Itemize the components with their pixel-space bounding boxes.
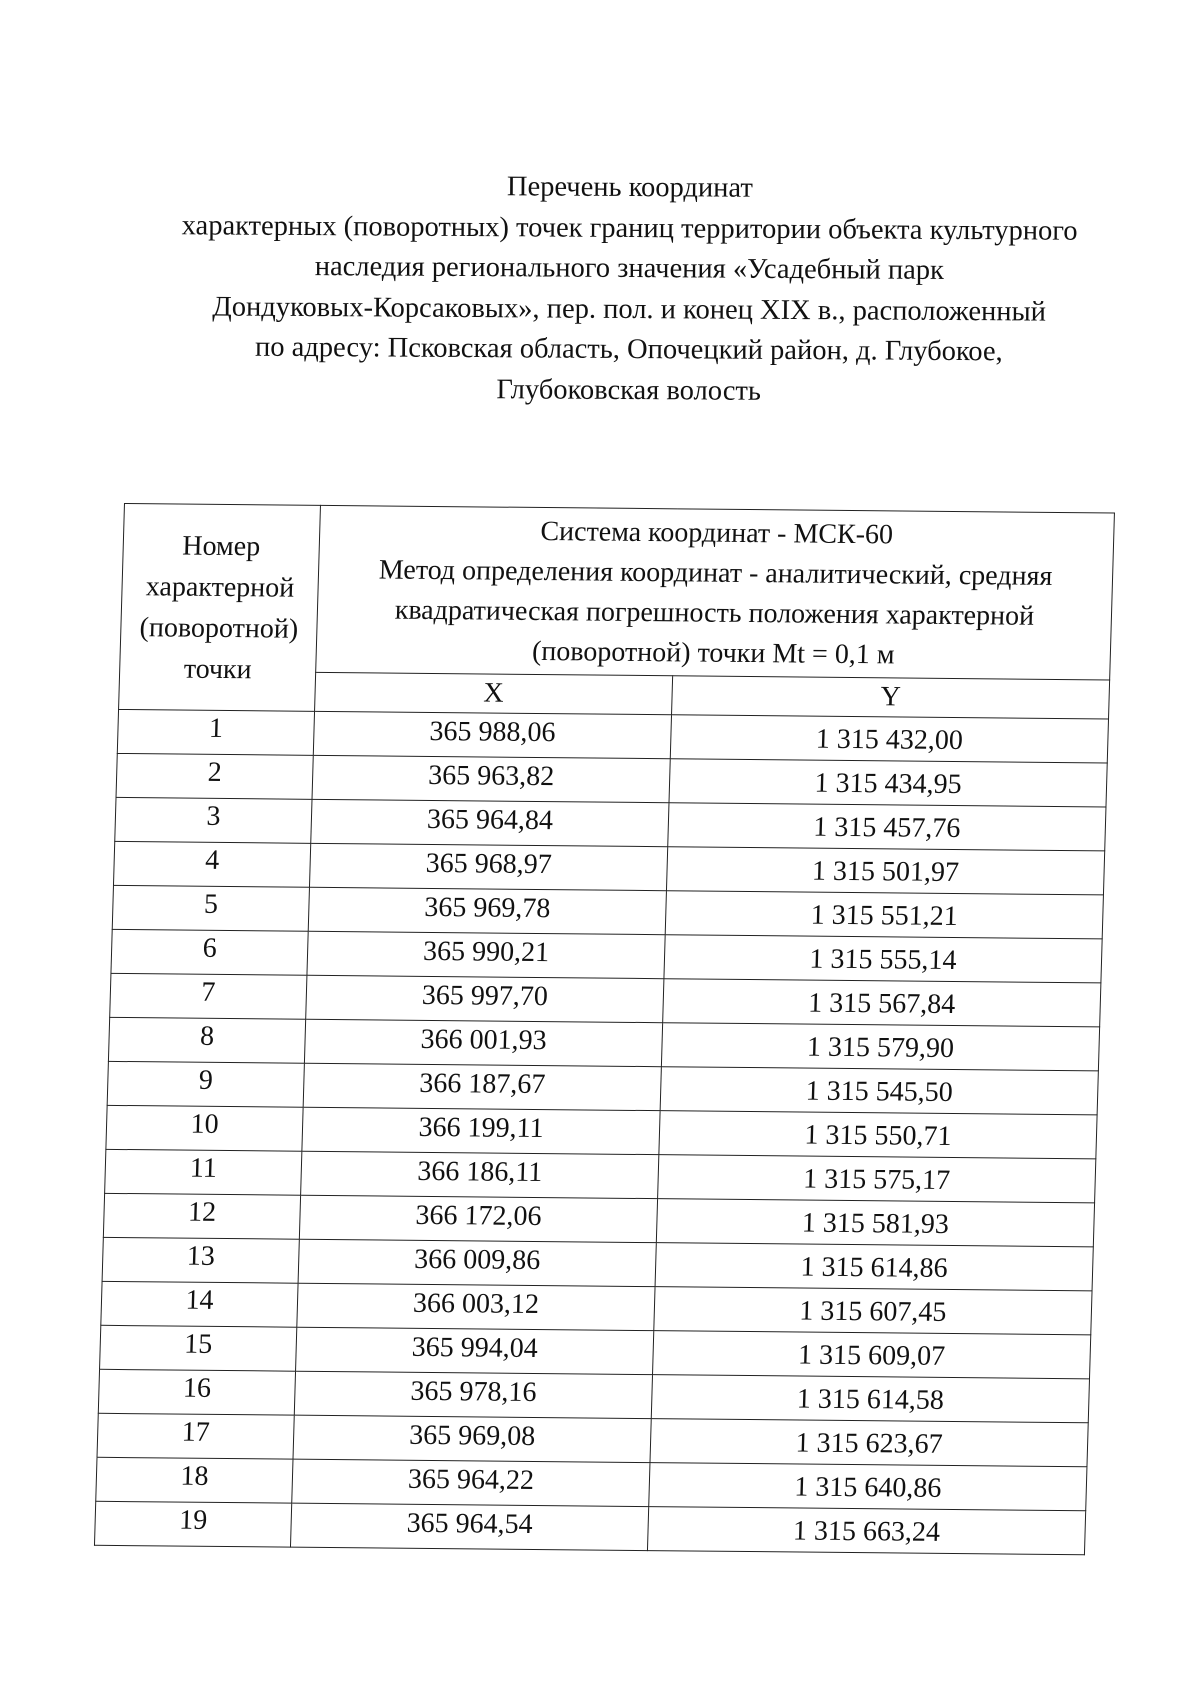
system-header-line: Метод определения координат - аналитический, средняя xyxy=(378,554,1053,592)
heading-line: Глубоковская волость xyxy=(496,373,761,407)
coordinates-table xyxy=(94,503,1115,1555)
y-coordinate-cell: 1 315 434,95 xyxy=(669,759,1107,807)
x-coordinate-cell: 365 988,06 xyxy=(313,711,671,758)
x-coordinate-cell: 365 964,54 xyxy=(290,1503,648,1550)
x-coordinate-cell: 365 978,16 xyxy=(294,1371,652,1418)
y-coordinate-cell: 1 315 640,86 xyxy=(649,1463,1087,1511)
y-coordinate-cell: 1 315 607,45 xyxy=(654,1287,1092,1335)
y-coordinate-cell: 1 315 575,17 xyxy=(658,1155,1096,1203)
x-coordinate-cell: 365 968,97 xyxy=(309,843,667,890)
x-coordinate-cell: 366 001,93 xyxy=(304,1019,662,1066)
y-coordinate-cell: 1 315 614,58 xyxy=(651,1375,1089,1423)
x-coordinate-cell: 366 172,06 xyxy=(299,1195,657,1242)
point-number-header xyxy=(119,504,321,712)
point-number-cell: 11 xyxy=(105,1149,302,1195)
point-header-line: характерной xyxy=(145,570,295,604)
coordinates-table-body xyxy=(94,709,1108,1554)
point-number-cell: 4 xyxy=(113,841,310,887)
point-number-cell: 10 xyxy=(106,1105,303,1151)
x-coordinate-cell: 365 964,84 xyxy=(311,799,669,846)
heading-line: наследия регионального значения «Усадебный парк xyxy=(314,251,945,286)
y-coordinate-cell: 1 315 551,21 xyxy=(665,891,1103,939)
point-number-cell: 16 xyxy=(98,1369,295,1415)
y-coordinate-cell: 1 315 457,76 xyxy=(668,803,1106,851)
x-coordinate-cell: 365 997,70 xyxy=(306,975,664,1022)
heading-line: Дондуковых-Корсаковых», пер. пол. и конец XIX в., расположенный xyxy=(212,290,1047,328)
point-number-cell: 19 xyxy=(94,1501,291,1547)
x-coordinate-cell: 366 003,12 xyxy=(297,1283,655,1330)
coordinate-system-header xyxy=(316,505,1115,680)
point-number-cell: 17 xyxy=(97,1413,294,1459)
system-header-line: квадратическая погрешность положения характерной xyxy=(394,594,1035,632)
point-number-cell: 6 xyxy=(111,929,308,975)
y-coordinate-cell: 1 315 609,07 xyxy=(653,1331,1091,1379)
point-header-line: (поворотной) xyxy=(139,611,299,645)
x-coordinate-cell: 366 186,11 xyxy=(301,1151,659,1198)
y-column-header: Y xyxy=(672,676,1110,719)
x-coordinate-cell: 365 963,82 xyxy=(312,755,670,802)
y-coordinate-cell: 1 315 567,84 xyxy=(663,979,1101,1027)
y-coordinate-cell: 1 315 555,14 xyxy=(664,935,1102,983)
y-coordinate-cell: 1 315 501,97 xyxy=(666,847,1104,895)
system-header-line: Система координат - МСК-60 xyxy=(540,516,894,551)
y-coordinate-cell: 1 315 614,86 xyxy=(655,1243,1093,1291)
y-coordinate-cell: 1 315 623,67 xyxy=(650,1419,1088,1467)
point-number-cell: 15 xyxy=(100,1325,297,1371)
y-coordinate-cell: 1 315 432,00 xyxy=(670,715,1108,763)
x-coordinate-cell: 365 990,21 xyxy=(307,931,665,978)
point-number-cell: 14 xyxy=(101,1281,298,1327)
point-number-cell: 9 xyxy=(107,1061,304,1107)
point-number-cell: 1 xyxy=(117,709,314,755)
y-coordinate-cell: 1 315 579,90 xyxy=(661,1023,1099,1071)
point-number-cell: 18 xyxy=(96,1457,293,1503)
point-number-cell: 13 xyxy=(102,1237,299,1283)
x-coordinate-cell: 366 199,11 xyxy=(302,1107,660,1154)
heading-line: Перечень координат xyxy=(506,171,753,204)
point-number-cell: 8 xyxy=(108,1017,305,1063)
x-column-header: X xyxy=(315,672,673,714)
y-coordinate-cell: 1 315 663,24 xyxy=(647,1507,1085,1555)
y-coordinate-cell: 1 315 581,93 xyxy=(656,1199,1094,1247)
point-number-cell: 5 xyxy=(112,885,309,931)
table-row xyxy=(94,1501,1085,1554)
system-header-line: (поворотной) точки Mt = 0,1 м xyxy=(531,635,895,671)
x-coordinate-cell: 366 187,67 xyxy=(303,1063,661,1110)
coordinates-table-wrapper xyxy=(94,503,1114,1555)
point-number-cell: 7 xyxy=(110,973,307,1019)
y-coordinate-cell: 1 315 550,71 xyxy=(659,1111,1097,1159)
x-coordinate-cell: 366 009,86 xyxy=(298,1239,656,1286)
x-coordinate-cell: 365 969,78 xyxy=(308,887,666,934)
point-header-line: Номер xyxy=(181,530,261,562)
x-coordinate-cell: 365 969,08 xyxy=(293,1415,651,1462)
document-heading xyxy=(129,165,1130,414)
heading-line: по адресу: Псковская область, Опочецкий район, д. Глубокое, xyxy=(254,331,1003,368)
y-coordinate-cell: 1 315 545,50 xyxy=(660,1067,1098,1115)
x-coordinate-cell: 365 964,22 xyxy=(292,1459,650,1506)
table-header-row xyxy=(120,504,1115,680)
point-header-line: точки xyxy=(183,653,253,685)
point-number-cell: 2 xyxy=(116,753,313,799)
heading-line: характерных (поворотных) точек границ территории объекта культурного xyxy=(181,209,1078,247)
x-coordinate-cell: 365 994,04 xyxy=(296,1327,654,1374)
point-number-cell: 3 xyxy=(115,797,312,843)
point-number-cell: 12 xyxy=(103,1193,300,1239)
